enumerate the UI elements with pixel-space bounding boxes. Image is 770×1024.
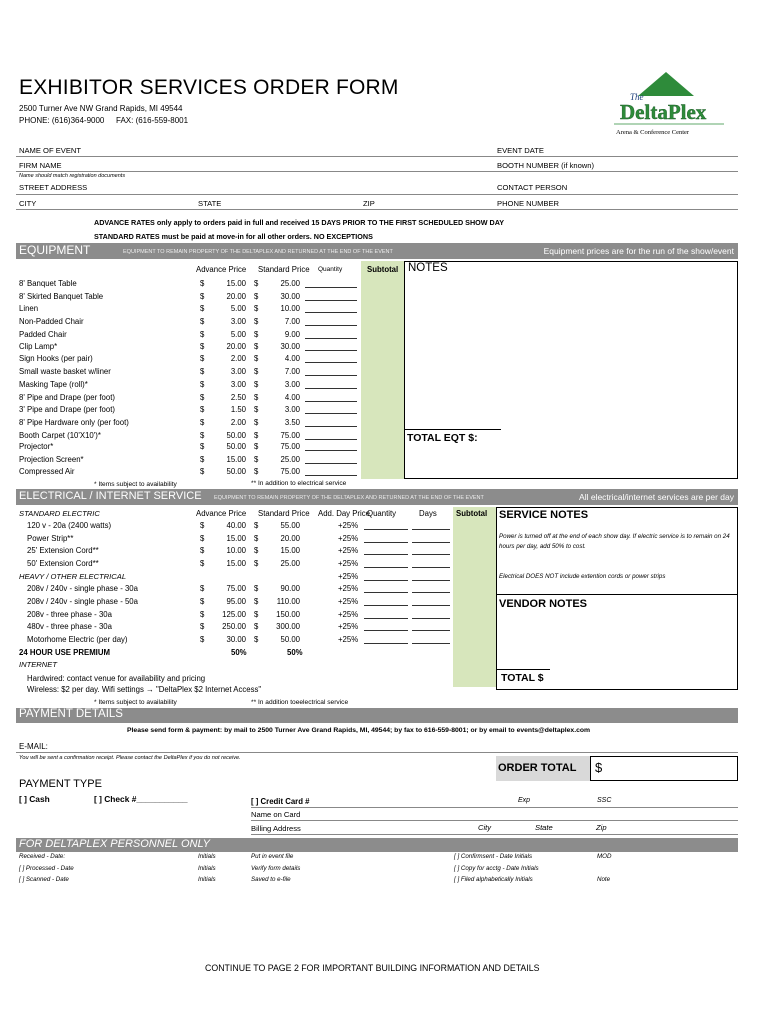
equipment-standard-price: 4.00 (284, 354, 300, 363)
equipment-advance-price: 2.00 (230, 354, 246, 363)
booth-number-label: BOOTH NUMBER (if known) (497, 161, 595, 170)
personnel-title: FOR DELTAPLEX PERSONNEL ONLY (19, 838, 210, 850)
currency-symbol: $ (200, 610, 205, 619)
electrical-standard-price: 55.00 (280, 521, 300, 530)
electrical-days-field[interactable] (412, 592, 450, 593)
firm-name-label: FIRM NAME (19, 161, 62, 170)
event-date-label: EVENT DATE (497, 146, 544, 155)
currency-symbol: $ (200, 317, 205, 326)
equipment-col-quantity: Quantity (318, 266, 343, 273)
equipment-quantity-field[interactable] (305, 300, 357, 301)
electrical-addday-price: +25% (338, 584, 359, 593)
equipment-quantity-field[interactable] (305, 350, 357, 351)
equipment-quantity-field[interactable] (305, 413, 357, 414)
electrical-col-standard: Standard Price (258, 509, 310, 518)
heavy-electric-heading: HEAVY / OTHER ELECTRICAL (19, 572, 127, 581)
contact-person-label: CONTACT PERSON (497, 183, 568, 192)
equipment-col-standard: Standard Price (258, 265, 310, 274)
currency-symbol: $ (254, 584, 259, 593)
currency-symbol: $ (200, 442, 205, 451)
billing-address-label: Billing Address (251, 824, 301, 833)
standard-rates-notice: STANDARD RATES must be paid at move-in for all other orders. NO EXCEPTIONS (94, 232, 373, 241)
currency-symbol: $ (254, 418, 259, 427)
payment-send-instructions: Please send form & payment: by mail to 2500 Turner Ave Grand Rapids, MI, 49544; by fax to 616-559-8001; or by email to events@deltaplex.com (127, 727, 591, 734)
currency-symbol: $ (200, 418, 205, 427)
equipment-standard-price: 25.00 (280, 455, 300, 464)
currency-symbol: $ (200, 342, 205, 351)
equipment-col-subtotal: Subtotal (367, 265, 399, 274)
electrical-advance-price: 125.00 (222, 610, 246, 619)
electrical-band-note: EQUIPMENT TO REMAIN PROPERTY OF THE DELTAPLEX AND RETURNED AT THE END OF THE EVENT (214, 495, 484, 501)
payment-title: PAYMENT DETAILS (19, 708, 123, 720)
equipment-advance-price: 3.00 (230, 380, 246, 389)
currency-symbol: $ (200, 467, 205, 476)
equipment-advance-price: 5.00 (230, 330, 246, 339)
electrical-addday-price: +25% (338, 521, 359, 530)
cash-option[interactable]: [ ] Cash (19, 794, 50, 804)
electrical-item-name: 50' Extension Cord** (27, 559, 99, 568)
currency-symbol: $ (254, 442, 259, 451)
logo-name: DeltaPlex (620, 100, 707, 124)
equipment-item-name: Clip Lamp* (19, 342, 58, 351)
electrical-advance-price: 15.00 (226, 559, 246, 568)
electrical-advance-price: 95.00 (226, 597, 246, 606)
premium-label: 24 HOUR USE PREMIUM (19, 648, 110, 657)
equipment-advance-price: 20.00 (226, 342, 246, 351)
currency-symbol: $ (254, 393, 259, 402)
equipment-advance-price: 20.00 (226, 292, 246, 301)
currency-symbol: $ (200, 622, 205, 631)
personnel-confirm-step: [ ] Filed alphabetically Initials (454, 876, 533, 883)
internet-hardwired: Hardwired: contact venue for availability and pricing (27, 674, 206, 683)
personnel-received-item: [ ] Processed - Date (19, 865, 74, 872)
equipment-quantity-field[interactable] (305, 426, 357, 427)
equipment-standard-price: 75.00 (280, 431, 300, 440)
electrical-days-field[interactable] (412, 542, 450, 543)
equipment-standard-price: 10.00 (280, 304, 300, 313)
equipment-advance-price: 2.50 (230, 393, 246, 402)
electrical-standard-price: 25.00 (280, 559, 300, 568)
electrical-total-label: TOTAL $ (501, 672, 544, 684)
electrical-title: ELECTRICAL / INTERNET SERVICE (19, 490, 202, 502)
personnel-confirm-step: [ ] Confirmsent - Date Initials (454, 853, 533, 860)
currency-symbol: $ (200, 584, 205, 593)
equipment-item-name: 8' Banquet Table (19, 279, 77, 288)
personnel-mod-note: Note (597, 876, 611, 883)
electrical-band-right: All electrical/internet services are per day (579, 492, 734, 502)
currency-symbol: $ (254, 597, 259, 606)
currency-symbol: $ (200, 521, 205, 530)
form-title: EXHIBITOR SERVICES ORDER FORM (19, 76, 399, 99)
currency-symbol: $ (254, 342, 259, 351)
equipment-quantity-field[interactable] (305, 312, 357, 313)
total-eqt-label: TOTAL EQT $: (407, 432, 478, 444)
equipment-standard-price: 75.00 (280, 467, 300, 476)
personnel-step: Saved to e-file (251, 876, 291, 883)
currency-symbol: $ (254, 610, 259, 619)
electrical-col-subtotal: Subtotal (456, 509, 488, 518)
equipment-quantity-field[interactable] (305, 439, 357, 440)
personnel-initials: Initials (198, 865, 216, 872)
electrical-quantity-field[interactable] (364, 592, 408, 593)
logo-the: The (630, 92, 644, 102)
equipment-item-name: Projector* (19, 442, 54, 451)
equipment-item-name: 8' Pipe and Drape (per foot) (19, 393, 115, 402)
currency-symbol: $ (200, 405, 205, 414)
electrical-advance-price: 40.00 (226, 521, 246, 530)
phone-number-label: PHONE NUMBER (497, 199, 560, 208)
state-label: STATE (198, 199, 222, 208)
personnel-initials: Initials (198, 876, 216, 883)
equipment-item-name: Small waste basket w/liner (19, 367, 111, 376)
deltaplex-logo (608, 70, 730, 138)
service-note-power: Power is turned off at the end of each show day. If electric service is to remain on 24 hours per day, add 50% to cost. (499, 533, 730, 550)
equipment-quantity-field[interactable] (305, 475, 357, 476)
order-total-label: ORDER TOTAL (498, 762, 577, 774)
equipment-advance-price: 50.00 (226, 442, 246, 451)
premium-standard: 50% (287, 648, 303, 657)
electrical-footnote-electrical: ** In addition toeelectrical service (251, 699, 349, 706)
electrical-advance-price: 75.00 (226, 584, 246, 593)
personnel-confirm-step: [ ] Copy for acctg - Date Initials (454, 865, 539, 872)
electrical-item-name: 25' Extension Cord** (27, 546, 99, 555)
currency-symbol: $ (200, 635, 205, 644)
electrical-col-advance: Advance Price (196, 509, 247, 518)
currency-symbol: $ (254, 635, 259, 644)
equipment-item-name: Linen (19, 304, 39, 313)
equipment-standard-price: 7.00 (284, 317, 300, 326)
equipment-item-name: 3' Pipe and Drape (per foot) (19, 405, 115, 414)
equipment-standard-price: 9.00 (284, 330, 300, 339)
equipment-advance-price: 50.00 (226, 431, 246, 440)
electrical-col-addday: Add. Day Price (318, 509, 371, 518)
currency-symbol: $ (200, 393, 205, 402)
equipment-item-name: Sign Hooks (per pair) (19, 354, 93, 363)
electrical-advance-price: 250.00 (222, 622, 246, 631)
electrical-item-name: 208v / 240v - single phase - 30a (27, 584, 138, 593)
equipment-item-name: Masking Tape (roll)* (19, 380, 88, 389)
equipment-quantity-field[interactable] (305, 325, 357, 326)
service-note-extension: Electrical DOES NOT include extention cords or power strips (499, 573, 666, 580)
equipment-item-name: 8' Skirted Banquet Table (19, 292, 104, 301)
equipment-quantity-field[interactable] (305, 463, 357, 464)
currency-symbol: $ (254, 279, 259, 288)
electrical-days-field[interactable] (412, 529, 450, 530)
firm-name-note: Name should match registration documents (19, 173, 126, 179)
equipment-advance-price: 1.50 (230, 405, 246, 414)
equipment-band-right: Equipment prices are for the run of the show/event (543, 246, 734, 256)
electrical-quantity-field[interactable] (364, 529, 408, 530)
equipment-item-name: 8' Pipe Hardware only (per foot) (19, 418, 129, 427)
equipment-footnote-electrical: ** In addition to electrical service (251, 480, 347, 487)
equipment-advance-price: 15.00 (226, 279, 246, 288)
venue-address: 2500 Turner Ave NW Grand Rapids, MI 49544 (19, 104, 183, 113)
electrical-footnote-availability: * Items subject to availability (94, 699, 177, 706)
notes-title: NOTES (408, 262, 448, 274)
electrical-days-field[interactable] (412, 605, 450, 606)
check-option[interactable]: [ ] Check #___________ (94, 794, 188, 804)
electrical-col-quantity: Quantity (367, 509, 397, 518)
equipment-title: EQUIPMENT (19, 243, 91, 257)
electrical-item-name: 208v / 240v - single phase - 50a (27, 597, 138, 606)
personnel-received-item: [ ] Scanned - Date (19, 876, 69, 883)
name-of-event-label: NAME OF EVENT (19, 146, 82, 155)
currency-symbol: $ (200, 380, 205, 389)
currency-symbol: $ (200, 546, 205, 555)
electrical-days-field[interactable] (412, 618, 450, 619)
electrical-item-name: 120 v - 20a (2400 watts) (27, 521, 112, 530)
electrical-advance-price: 15.00 (226, 534, 246, 543)
electrical-standard-price: 300.00 (276, 622, 300, 631)
street-address-label: STREET ADDRESS (19, 183, 88, 192)
equipment-quantity-field[interactable] (305, 450, 357, 451)
equipment-item-name: Projection Screen* (19, 455, 84, 464)
personnel-band (16, 838, 738, 852)
currency-symbol: $ (254, 534, 259, 543)
service-notes-title: SERVICE NOTES (499, 509, 589, 521)
currency-symbol: $ (200, 279, 205, 288)
equipment-item-name: Booth Carpet (10'X10')* (19, 431, 101, 440)
currency-symbol: $ (254, 380, 259, 389)
city-label: CITY (19, 199, 37, 208)
personnel-initials: Initials (198, 853, 216, 860)
electrical-item-name: Motorhome Electric (per day) (27, 635, 128, 644)
currency-symbol: $ (254, 467, 259, 476)
payment-type-heading: PAYMENT TYPE (19, 778, 102, 790)
premium-advance: 50% (231, 648, 247, 657)
currency-symbol: $ (254, 546, 259, 555)
electrical-addday-price: +25% (338, 546, 359, 555)
payment-band (16, 708, 738, 723)
equipment-advance-price: 3.00 (230, 367, 246, 376)
equipment-standard-price: 30.00 (280, 342, 300, 351)
equipment-col-advance: Advance Price (196, 265, 247, 274)
equipment-item-name: Padded Chair (19, 330, 67, 339)
equipment-advance-price: 2.00 (230, 418, 246, 427)
currency-symbol: $ (254, 330, 259, 339)
equipment-quantity-field[interactable] (305, 388, 357, 389)
name-on-card-label: Name on Card (251, 810, 301, 819)
currency-symbol: $ (254, 559, 259, 568)
electrical-addday-price: +25% (338, 610, 359, 619)
currency-symbol: $ (254, 431, 259, 440)
electrical-quantity-field[interactable] (364, 567, 408, 568)
currency-symbol: $ (200, 534, 205, 543)
equipment-standard-price: 3.00 (284, 380, 300, 389)
billing-city-label: City (478, 823, 492, 832)
venue-phone: PHONE: (616)364-9000 (19, 116, 105, 125)
electrical-days-field[interactable] (412, 554, 450, 555)
electrical-quantity-field[interactable] (364, 554, 408, 555)
personnel-received-item: Received - Date: (19, 853, 66, 860)
personnel-mod-note: MOD (597, 853, 612, 860)
electrical-days-field[interactable] (412, 630, 450, 631)
currency-symbol: $ (254, 405, 259, 414)
billing-state-label: State (535, 823, 553, 832)
equipment-standard-price: 3.00 (284, 405, 300, 414)
electrical-addday-price: +25% (338, 597, 359, 606)
card-exp-label: Exp (518, 797, 531, 804)
equipment-advance-price: 5.00 (230, 304, 246, 313)
equipment-item-name: Non-Padded Chair (19, 317, 84, 326)
electrical-advance-price: 30.00 (226, 635, 246, 644)
electrical-addday-price: +25% (338, 559, 359, 568)
credit-card-option[interactable]: [ ] Credit Card # (251, 797, 310, 806)
electrical-col-days: Days (419, 509, 437, 518)
equipment-footnote-availability: * Items subject to availability (94, 481, 177, 488)
electrical-item-name: Power Strip** (27, 534, 74, 543)
electrical-days-field[interactable] (412, 567, 450, 568)
equipment-quantity-field[interactable] (305, 375, 357, 376)
currency-symbol: $ (254, 354, 259, 363)
currency-symbol: $ (200, 431, 205, 440)
currency-symbol: $ (254, 622, 259, 631)
electrical-quantity-field[interactable] (364, 630, 408, 631)
equipment-band-note: EQUIPMENT TO REMAIN PROPERTY OF THE DELTAPLEX AND RETURNED AT THE END OF THE EVENT (123, 249, 393, 255)
confirmation-note: You will be sent a confirmation receipt. Please contact the DeltaPlex if you do not receive. (19, 755, 241, 761)
equipment-advance-price: 50.00 (226, 467, 246, 476)
card-ssc-label: SSC (597, 797, 612, 804)
vendor-notes-title: VENDOR NOTES (499, 598, 588, 610)
currency-symbol: $ (254, 304, 259, 313)
currency-symbol: $ (200, 367, 205, 376)
currency-symbol: $ (200, 330, 205, 339)
logo-subtitle: Arena & Conference Center (616, 129, 690, 136)
currency-symbol: $ (254, 367, 259, 376)
electrical-quantity-field[interactable] (364, 605, 408, 606)
electrical-standard-price: 90.00 (280, 584, 300, 593)
electrical-standard-price: 20.00 (280, 534, 300, 543)
order-total-dollar: $ (595, 760, 603, 775)
currency-symbol: $ (200, 597, 205, 606)
currency-symbol: $ (254, 317, 259, 326)
personnel-step: Verify form details (251, 865, 301, 872)
electrical-subtotal-column (453, 507, 496, 687)
electrical-advance-price: 10.00 (226, 546, 246, 555)
equipment-advance-price: 3.00 (230, 317, 246, 326)
heavy-add-day: +25% (338, 572, 359, 581)
electrical-addday-price: +25% (338, 622, 359, 631)
electrical-quantity-field[interactable] (364, 542, 408, 543)
equipment-standard-price: 7.00 (284, 367, 300, 376)
personnel-step: Put in event file (251, 853, 294, 860)
currency-symbol: $ (254, 455, 259, 464)
equipment-quantity-field[interactable] (305, 401, 357, 402)
equipment-standard-price: 25.00 (280, 279, 300, 288)
electrical-standard-price: 150.00 (276, 610, 300, 619)
order-total-field[interactable] (590, 756, 738, 781)
electrical-addday-price: +25% (338, 635, 359, 644)
electrical-quantity-field[interactable] (364, 618, 408, 619)
currency-symbol: $ (200, 304, 205, 313)
currency-symbol: $ (254, 521, 259, 530)
equipment-subtotal-column (361, 261, 404, 479)
currency-symbol: $ (200, 455, 205, 464)
equipment-standard-price: 30.00 (280, 292, 300, 301)
currency-symbol: $ (200, 559, 205, 568)
equipment-standard-price: 75.00 (280, 442, 300, 451)
advance-rates-notice: ADVANCE RATES only apply to orders paid in full and received 15 DAYS PRIOR TO THE FIRST SCHEDULED SHOW DAY (94, 218, 505, 227)
electrical-days-field[interactable] (412, 643, 450, 644)
equipment-band (16, 243, 738, 259)
email-label: E-MAIL: (19, 742, 48, 751)
equipment-standard-price: 3.50 (284, 418, 300, 427)
currency-symbol: $ (200, 354, 205, 363)
zip-label: ZIP (363, 199, 375, 208)
electrical-item-name: 480v - three phase - 30a (27, 622, 112, 631)
internet-wireless: Wireless: $2 per day. Wifi settings → "DeltaPlex $2 Internet Access" (27, 685, 262, 694)
equipment-advance-price: 15.00 (226, 455, 246, 464)
electrical-standard-price: 15.00 (280, 546, 300, 555)
electrical-addday-price: +25% (338, 534, 359, 543)
equipment-quantity-field[interactable] (305, 287, 357, 288)
footer-continue: CONTINUE TO PAGE 2 FOR IMPORTANT BUILDING INFORMATION AND DETAILS (205, 963, 540, 973)
notes-box[interactable] (404, 261, 738, 479)
equipment-standard-price: 4.00 (284, 393, 300, 402)
electrical-standard-price: 110.00 (276, 597, 300, 606)
electrical-item-name: 208v - three phase - 30a (27, 610, 112, 619)
equipment-item-name: Compressed Air (19, 467, 75, 476)
billing-zip-label: Zip (596, 823, 607, 832)
internet-heading: INTERNET (19, 660, 57, 669)
equipment-quantity-field[interactable] (305, 362, 357, 363)
electrical-band (16, 489, 738, 505)
electrical-quantity-field[interactable] (364, 643, 408, 644)
currency-symbol: $ (254, 292, 259, 301)
venue-fax: FAX: (616-559-8001 (116, 116, 189, 125)
equipment-quantity-field[interactable] (305, 338, 357, 339)
currency-symbol: $ (200, 292, 205, 301)
standard-electric-heading: STANDARD ELECTRIC (19, 509, 100, 518)
electrical-standard-price: 50.00 (280, 635, 300, 644)
